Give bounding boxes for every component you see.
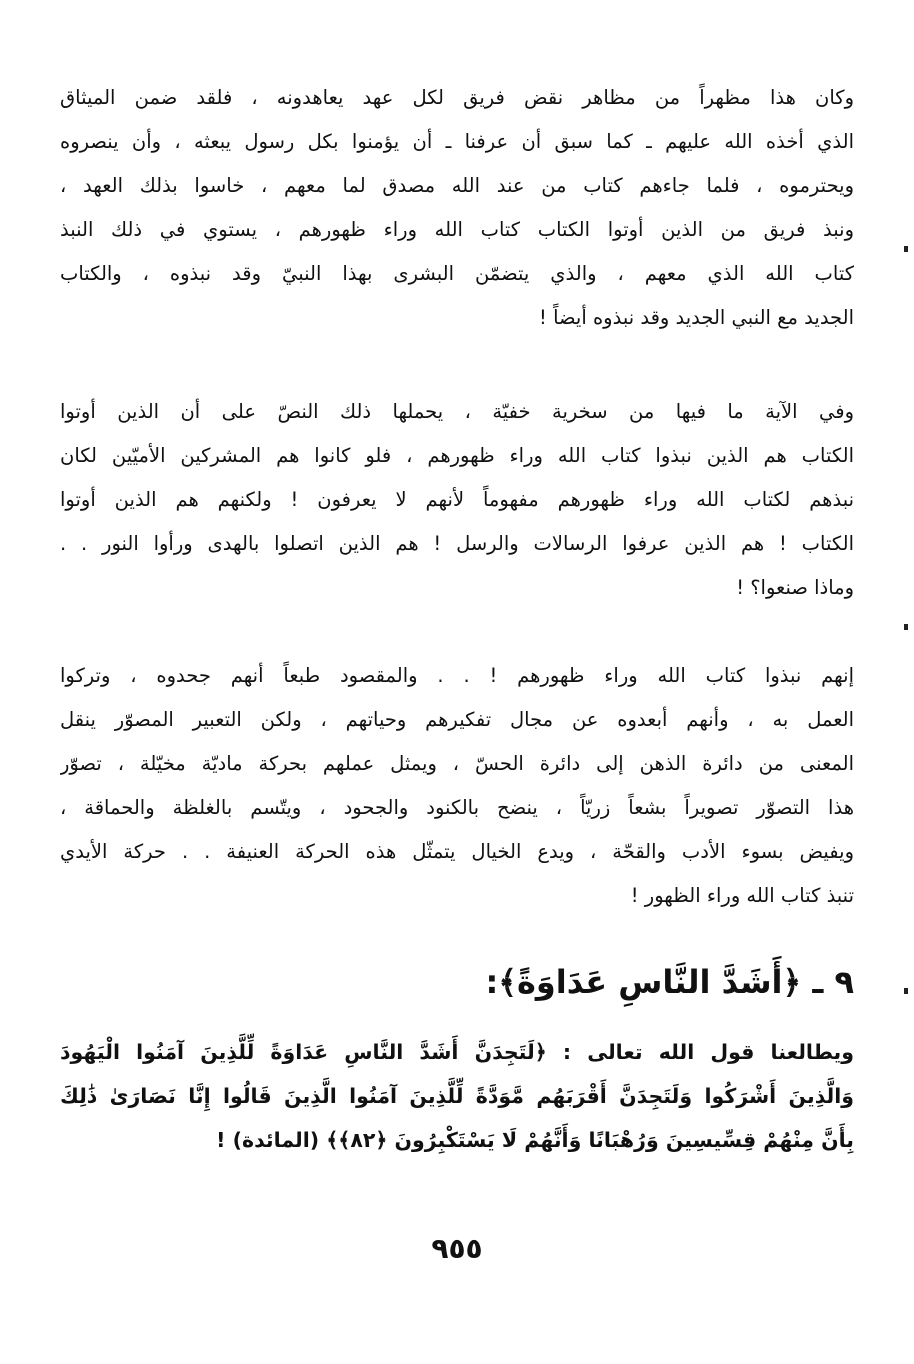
text-line: وكان هذا مظهراً من مظاهر نقض فريق لكل عهد يعاهدونه ، فلقد ضمن الميثاق [60, 86, 854, 109]
text-line: المعنى من دائرة الذهن إلى دائرة الحسّ ، ويمثل عملهم بحركة ماديّة مخيّلة ، تصوّر [60, 752, 854, 775]
text-line: وماذا صنعوا؟ ! [736, 576, 854, 599]
text-line: إنهم نبذوا كتاب الله وراء ظهورهم ! . . والمقصود طبعاً أنهم جحدوه ، وتركوا [60, 664, 854, 687]
page-number: ٩٥٥ [431, 1232, 483, 1265]
text-line: ويحترموه ، فلما جاءهم كتاب من عند الله مصدق لما معهم ، خاسوا بذلك العهد ، [60, 174, 854, 197]
text-line: وفي الآية ما فيها من سخرية خفيّة ، يحملها ذلك النصّ على أن الذين أوتوا [60, 400, 854, 423]
margin-speck [904, 624, 908, 630]
margin-speck [904, 988, 908, 994]
text-line: هذا التصوّر تصويراً بشعاً زريّاً ، ينضح بالكنود والجحود ، ويتّسم بالغلظة والحماقة ، [60, 796, 854, 819]
text-line: وَالَّذِينَ أَشْرَكُوا وَلَتَجِدَنَّ أَقْرَبَهُم مَّوَدَّةً لِّلَّذِينَ آمَنُوا الَّذِينَ قَالُوا إِنَّا نَصَارَىٰ ذَٰلِكَ [60, 1084, 854, 1108]
text-line: ويفيض بسوء الأدب والقحّة ، ويدع الخيال يتمثّل هذه الحركة العنيفة . . حركة الأيدي [60, 840, 854, 863]
section-heading: ٩ ـ ﴿أَشَدَّ النَّاسِ عَدَاوَةً﴾: [485, 963, 854, 1001]
text-line: الذي أخذه الله عليهم ـ كما سبق أن عرفنا ـ أن يؤمنوا بكل رسول يبعثه ، وأن ينصروه [60, 130, 854, 153]
paragraph-1 [60, 76, 854, 340]
text-line: ونبذ فريق من الذين أوتوا الكتاب كتاب الله وراء ظهورهم ، يستوي في ذلك النبذ [60, 218, 854, 241]
text-line: الكتاب هم الذين نبذوا كتاب الله وراء ظهورهم ، فلو كانوا هم المشركين الأميّين لكان [60, 444, 854, 467]
paragraph-2 [60, 390, 854, 610]
text-line: الكتاب ! هم الذين عرفوا الرسالات والرسل ! هم الذين اتصلوا بالهدى ورأوا النور . . [60, 532, 854, 555]
margin-speck [904, 246, 908, 252]
text-line: العمل به ، وأنهم أبعدوه عن مجال تفكيرهم وحياتهم ، ولكن التعبير المصوّر ينقل [60, 708, 854, 731]
text-line: بِأَنَّ مِنْهُمْ قِسِّيسِينَ وَرُهْبَانًا وَأَنَّهُمْ لَا يَسْتَكْبِرُونَ ﴿٨٢﴾﴾ (المائدة) ! [216, 1128, 854, 1152]
quran-verse-paragraph [60, 1030, 854, 1162]
text-line: كتاب الله الذي معهم ، والذي يتضمّن البشرى بهذا النبيّ وقد نبذوه ، والكتاب [60, 262, 854, 285]
text-line: نبذهم لكتاب الله وراء ظهورهم مفهوماً لأنهم لا يعرفون ! ولكنهم هم الذين أوتوا [60, 488, 854, 511]
text-line: ويطالعنا قول الله تعالى : ﴿لَتَجِدَنَّ أَشَدَّ النَّاسِ عَدَاوَةً لِّلَّذِينَ آمَنُوا الْيَهُودَ [60, 1040, 854, 1064]
text-line: تنبذ كتاب الله وراء الظهور ! [630, 884, 854, 907]
paragraph-3 [60, 654, 854, 918]
text-line: الجديد مع النبي الجديد وقد نبذوه أيضاً ! [539, 306, 854, 329]
